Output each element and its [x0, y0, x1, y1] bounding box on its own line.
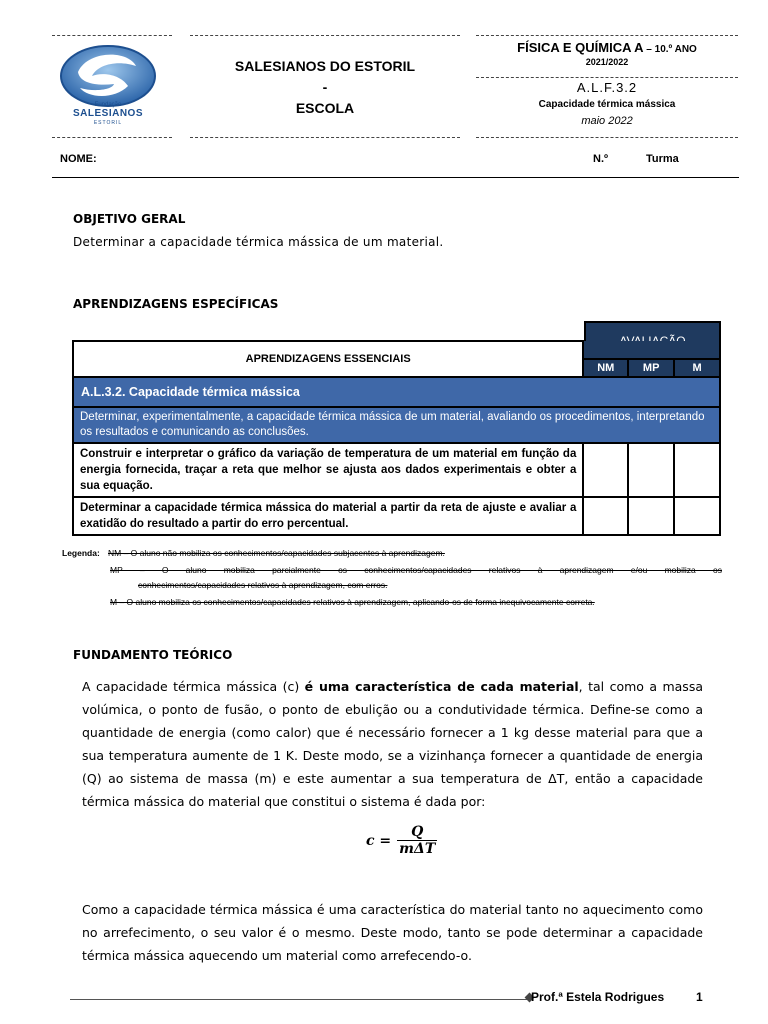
- activity-code: A.L.F.3.2: [576, 80, 638, 95]
- legend-nm: NM – O aluno não mobiliza os conhecimentos/capacidades subjacentes à aprendizagem.: [108, 548, 445, 558]
- legend-label: Legenda:: [62, 548, 100, 558]
- subject-title: FÍSICA E QUÍMICA A: [517, 40, 644, 55]
- class-label: Turma: [646, 153, 679, 165]
- aprendizagens-title: APRENDIZAGENS ESPECÍFICAS: [73, 297, 279, 311]
- school-name-dash: -: [322, 79, 328, 95]
- formula-denominator: mΔT: [399, 841, 436, 857]
- subject-block: [476, 40, 738, 67]
- fundamento-paragraph-1: [82, 675, 703, 813]
- objetivo-text: Determinar a capacidade térmica mássica de um material.: [73, 235, 444, 249]
- item-1: Construir e interpretar o gráfico da variação de temperatura de um material em função da energia fornecida, traçar a reta que melhor se ajusta aos dados experimentais e obter a sua equação.: [73, 443, 583, 497]
- header-divider: [52, 177, 739, 178]
- footer-line: [70, 999, 528, 1000]
- logo-text-big: SALESIANOS: [72, 108, 143, 119]
- item-2-mp-cell[interactable]: [628, 497, 674, 535]
- number-label: N.º: [593, 153, 609, 165]
- activity-date: maio 2022: [581, 115, 633, 127]
- school-year: 2021/2022: [585, 57, 629, 67]
- col-header-label: APRENDIZAGENS ESSENCIAIS: [245, 353, 411, 365]
- fundamento-title: FUNDAMENTO TEÓRICO: [73, 648, 233, 662]
- school-logo: [58, 42, 158, 130]
- formula-fraction: [397, 824, 437, 857]
- item-2-m-cell[interactable]: [674, 497, 720, 535]
- footer-author: Prof.ª Estela Rodrigues: [531, 990, 665, 1004]
- item-2-nm-cell[interactable]: [583, 497, 628, 535]
- item-1-mp-cell[interactable]: [628, 443, 674, 497]
- activity-topic: Capacidade térmica mássica: [538, 99, 676, 110]
- p1-text-bold: é uma característica de cada material: [304, 679, 579, 694]
- legend-mp-line1: MP – O aluno mobiliza parcialmente os conhecimentos/capacidades relativos à aprendizagem e/ou mobiliza os: [110, 565, 722, 575]
- activity-block: [476, 80, 738, 127]
- level-nm: NM: [583, 359, 628, 377]
- formula: [366, 824, 437, 857]
- section-row: [73, 377, 720, 407]
- p1-text-a: A capacidade térmica mássica (c): [82, 679, 305, 694]
- p1-text-b: , tal como a massa volúmica, o ponto de fusão, o ponto de ebulição ou a condutividade térmica. Define-se como a quantidade de energia (como calor) que é necessário fornecer a 1 kg desse material para que a sua temperatura aumente de 1 K. Deste modo, se a vizinhança fornecer a quantidade de energia (Q) ao sistema de massa (m) e este aumentar a sua temperatura de ΔT, então a capacidade térmica mássica do material que constitui o sistema é dada por:: [82, 679, 703, 809]
- school-name-line2: ESCOLA: [295, 100, 355, 116]
- formula-lhs: c =: [366, 832, 392, 849]
- goal-row: [73, 407, 720, 443]
- col-header-essenciais: [73, 341, 583, 377]
- item-2: Determinar a capacidade térmica mássica do material a partir da reta de ajuste e avaliar a exatidão do resultado a partir do erro percentual.: [73, 497, 583, 535]
- goal-text: Determinar, experimentalmente, a capacidade térmica mássica de um material, avaliando os procedimentos, interpretando os resultados e comunicando as conclusões.: [80, 411, 705, 438]
- name-label: NOME:: [60, 153, 97, 165]
- legend-mp-line2: conhecimentos/capacidades relativos à aprendizagem, com erros.: [138, 580, 388, 590]
- fundamento-paragraph-2: Como a capacidade térmica mássica é uma característica do material tanto no aquecimento como no arrefecimento, o seu valor é o mesmo. Deste modo, tanto se pode determinar a capacidade térmica mássica aquecendo um material como arrefecendo-o.: [82, 902, 703, 963]
- legend-m: M – O aluno mobiliza os conhecimentos/capacidades relativos à aprendizagem, aplicando-os de forma inequivocamente correta.: [110, 597, 595, 607]
- level-m: M: [674, 359, 720, 377]
- page-number: 1: [696, 990, 703, 1004]
- school-name: [190, 56, 460, 119]
- section-label: A.L.3.2. Capacidade térmica mássica: [81, 385, 300, 399]
- logo-text-sub: ESTORIL: [93, 120, 123, 126]
- objetivo-title: OBJETIVO GERAL: [73, 212, 186, 226]
- item-1-m-cell[interactable]: [674, 443, 720, 497]
- formula-numerator: Q: [411, 824, 424, 840]
- level-mp: MP: [628, 359, 674, 377]
- grade-label: – 10.º ANO: [643, 44, 697, 55]
- school-name-line1: SALESIANOS DO ESTORIL: [234, 58, 416, 74]
- item-1-nm-cell[interactable]: [583, 443, 628, 497]
- logo-text-small: Fundação: [94, 102, 122, 108]
